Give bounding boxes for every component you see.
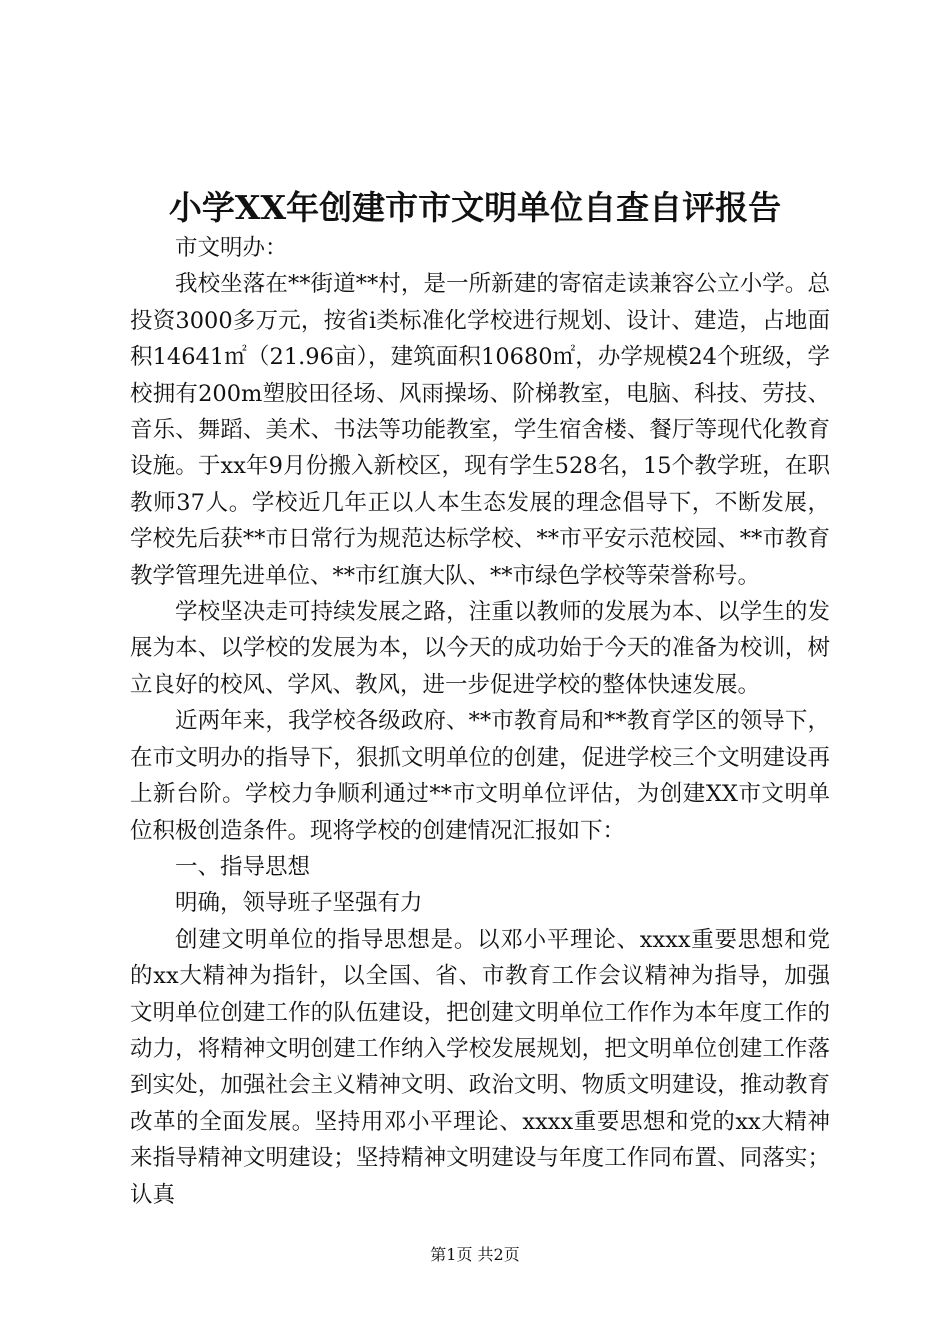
- paragraph-development-path: 学校坚决走可持续发展之路，注重以教师的发展为本、以学生的发展为本、以学校的发展为本，以今天的成功始于今天的准备为校训，树立良好的校风、学风、教风，进一步促进学校的整体快速发展。: [130, 599, 830, 698]
- paragraph-recent-years: 近两年来，我学校各级政府、**市教育局和**教育学区的领导下，在市文明办的指导下，狠抓文明单位的创建，促进学校三个文明建设再上新台阶。学校力争顺利通过**市文明单位评估，为创建XX市文明单位积极创造条件。现将学校的创建情况汇报如下：: [130, 708, 830, 844]
- document-body: [130, 230, 830, 1213]
- page-number-footer: 第1页 共2页: [430, 1245, 520, 1264]
- paragraph-school-overview: 我校坐落在**街道**村，是一所新建的寄宿走读兼容公立小学。总投资3000多万元，按省ⅰ类标准化学校进行规划、设计、建造，占地面积14641㎡（21.96亩），建筑面积10680㎡，办学规模24个班级，学校拥有200m塑胶田径场、风雨操场、阶梯教室，电脑、科技、劳技、音乐、舞蹈、美术、书法等功能教室，学生宿舍楼、餐厅等现代化教育设施。于xx年9月份搬入新校区，现有学生528名，15个教学班，在职教师37人。学校近几年正以人本生态发展的理念倡导下，不断发展，学校先后获**市日常行为规范达标学校、**市平安示范校园、**市教育教学管理先进单位、**市红旗大队、**市绿色学校等荣誉称号。: [130, 271, 830, 589]
- document-title: 小学XX年创建市市文明单位自查自评报告: [168, 188, 782, 227]
- paragraph-guiding-ideology: 创建文明单位的指导思想是。以邓小平理论、xxxx重要思想和党的xx大精神为指针，以全国、省、市教育工作会议精神为指导，加强文明单位创建工作的队伍建设，把创建文明单位工作作为本年度工作的动力，将精神文明创建工作纳入学校发展规划，把文明单位创建工作落到实处，加强社会主义精神文明、政治文明、物质文明建设，推动教育改革的全面发展。坚持用邓小平理论、xxxx重要思想和党的xx大精神来指导精神文明建设；坚持精神文明建设与年度工作同布置、同落实；认真: [130, 926, 830, 1208]
- section-heading-guiding-ideology: 一、指导思想: [175, 853, 311, 880]
- salutation: 市文明办：: [175, 235, 288, 261]
- subheading-leadership: 明确，领导班子坚强有力: [175, 890, 423, 917]
